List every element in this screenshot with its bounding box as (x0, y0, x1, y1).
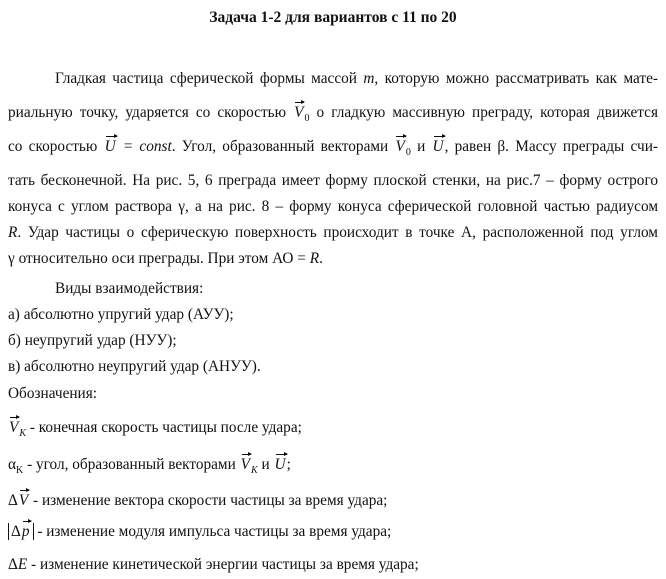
text: - изменение вектора скорости частицы за время удара; (29, 492, 388, 509)
vector-p (21, 522, 31, 542)
text: со скоростью (8, 138, 104, 155)
subscript: 0 (304, 113, 310, 124)
para-line-4: тать бесконечной. На рис. 5, 6 преграда имеет форму плоской стенки, на рис.7 – форму острого (8, 172, 658, 189)
para-line-2 (8, 103, 658, 129)
text: - конечная скорость частицы после удара; (26, 419, 302, 436)
text: и (257, 456, 274, 473)
interaction-item-a: а) абсолютно упругий удар (АУУ); (8, 306, 234, 323)
notation-vk (8, 418, 302, 444)
text: , равен β. Массу преграды счи- (444, 138, 658, 155)
formula: = const (116, 138, 172, 155)
vector-u (432, 137, 445, 157)
energy-symbol: E (17, 556, 28, 573)
text: риальную точку, ударяется со скоростью (8, 104, 294, 121)
mass-symbol: m (363, 70, 375, 87)
vector-letter: U (274, 456, 286, 473)
vector-letter: V (18, 492, 29, 509)
subscript: 0 (405, 147, 411, 158)
vector-letter: p (21, 523, 30, 540)
interaction-item-b: б) неупругий удар (НУУ); (8, 332, 177, 349)
interaction-item-c: в) абсолютно неупругий удар (АНУУ). (8, 358, 261, 375)
vector-letter: V (395, 138, 405, 155)
text: γ относительно оси преграды. При этом АО = (8, 250, 310, 267)
vector-letter: V (9, 419, 19, 436)
abs-delta-p (8, 523, 34, 540)
text: - изменение кинетической энергии частицы за время удара; (27, 556, 419, 573)
text: . (319, 250, 323, 267)
vector-u (104, 137, 117, 157)
text: - угол, образованный векторами (23, 456, 240, 473)
radius-symbol: R (8, 224, 18, 241)
para-line-7 (8, 249, 323, 269)
vector-letter: V (240, 456, 250, 473)
vector-letter: U (104, 138, 116, 155)
vector-v (8, 418, 19, 438)
vector-letter: V (294, 104, 304, 121)
vector-v (18, 491, 29, 511)
vector-v (240, 455, 251, 475)
vector-v (394, 137, 405, 157)
alpha-symbol: α (8, 456, 17, 473)
text: и (410, 138, 432, 155)
notation-de (8, 555, 419, 575)
notation-dp (8, 522, 391, 542)
para-line-6 (8, 223, 658, 243)
notation-dv (8, 491, 387, 511)
vector-u (274, 455, 287, 475)
para-line-5: конуса с углом раствора γ, а на рис. 8 – форму конуса сферической головной частью радиусом (8, 198, 658, 215)
text: о гладкую массивную преграду, которая движется (309, 104, 658, 121)
text: . Угол, образованный векторами (171, 138, 395, 155)
notation-alpha (8, 455, 291, 481)
subscript: K (19, 428, 27, 439)
vector-v (293, 103, 304, 123)
vector-letter: U (432, 138, 444, 155)
delta-symbol: Δ (8, 556, 18, 573)
delta-symbol: Δ (11, 523, 21, 540)
text: , которую можно рассматривать как мате- (374, 70, 658, 87)
text: - изменение модуля импульса частицы за время удара; (33, 523, 392, 540)
delta-symbol: Δ (8, 492, 18, 509)
radius-symbol: R (309, 250, 320, 267)
subscript: K (16, 465, 24, 476)
para-line-1 (55, 69, 658, 89)
text: Гладкая частица сферической формы массой (55, 70, 364, 87)
subscript: K (250, 465, 258, 476)
para-line-3 (8, 137, 658, 163)
text: . Удар частицы о сферическую поверхность происходит в точке А, расположенной под углом (17, 224, 658, 241)
interaction-heading: Виды взаимодействия: (55, 280, 204, 297)
notation-heading: Обозначения: (8, 385, 98, 402)
task-title: Задача 1-2 для вариантов с 11 по 20 (209, 9, 457, 26)
text: ; (286, 456, 291, 473)
